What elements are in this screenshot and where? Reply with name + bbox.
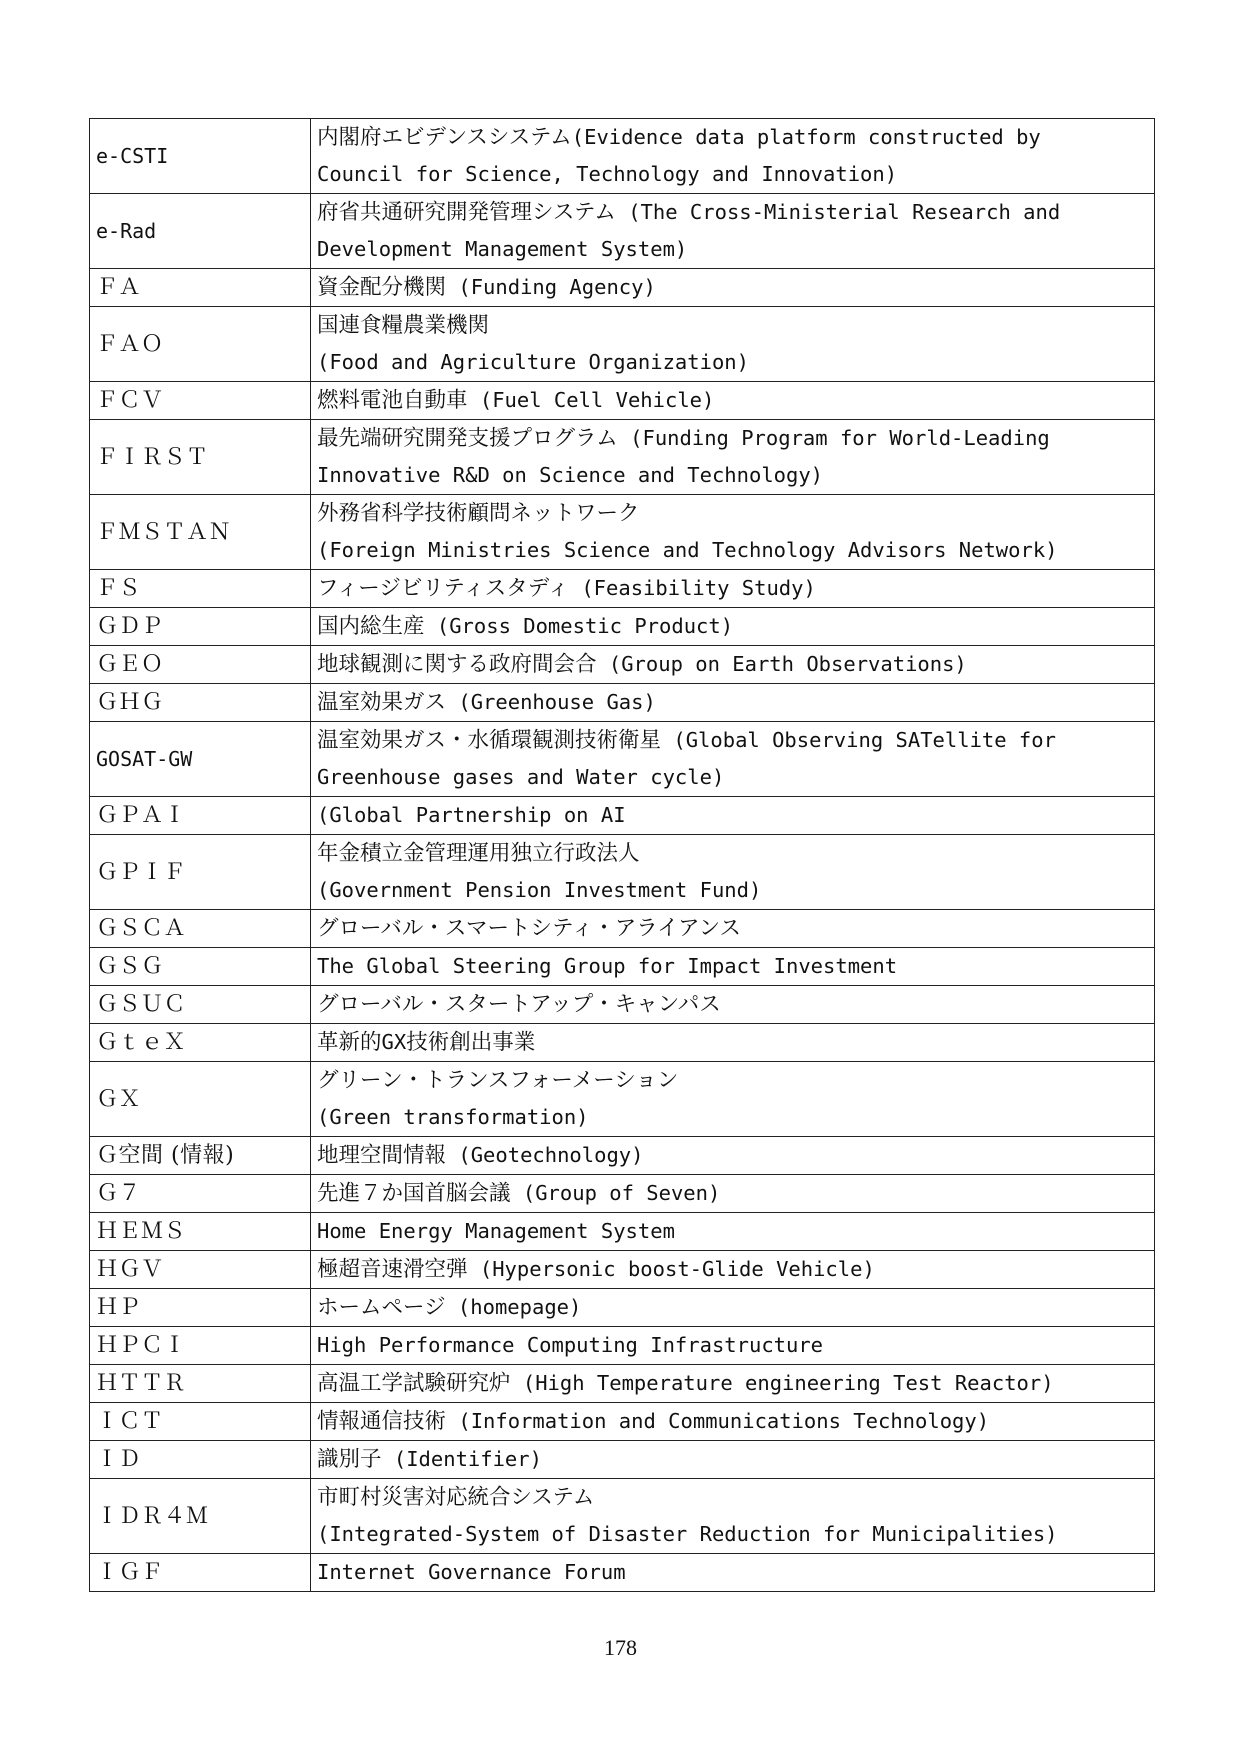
glossary-row bbox=[90, 684, 1155, 722]
description-line bbox=[317, 1099, 1148, 1136]
description-line bbox=[317, 382, 1148, 419]
description-line bbox=[317, 156, 1148, 193]
description-line bbox=[317, 1365, 1148, 1402]
description-cell bbox=[311, 1441, 1155, 1479]
text-run: (Identifier) bbox=[381, 1447, 542, 1471]
abbreviation-cell: ＧｔｅＸ bbox=[90, 1024, 311, 1062]
abbreviation-cell: ＨＧＶ bbox=[90, 1251, 311, 1289]
glossary-table bbox=[89, 118, 1155, 1592]
text-run: 年金積立金管理運用独立行政法人 bbox=[317, 841, 640, 866]
glossary-row bbox=[90, 948, 1155, 986]
abbreviation-cell: ＦＡ bbox=[90, 269, 311, 307]
description-line bbox=[317, 269, 1148, 306]
text-run: (homepage) bbox=[445, 1295, 582, 1319]
text-run: フィージビリティスタディ bbox=[317, 576, 569, 601]
description-cell bbox=[311, 1175, 1155, 1213]
description-line bbox=[317, 231, 1148, 268]
description-line bbox=[317, 646, 1148, 683]
text-run: Home Energy Management System bbox=[317, 1219, 675, 1243]
description-cell bbox=[311, 1024, 1155, 1062]
text-run: (Funding Agency) bbox=[446, 275, 656, 299]
abbreviation-cell: ＨＴＴＲ bbox=[90, 1365, 311, 1403]
description-cell bbox=[311, 986, 1155, 1024]
glossary-row bbox=[90, 307, 1155, 382]
text-run: (Group on Earth Observations) bbox=[596, 652, 967, 676]
text-run: 地球観測に関する政府間会合 bbox=[317, 652, 597, 677]
glossary-row bbox=[90, 420, 1155, 495]
text-run: (Feasibility Study) bbox=[568, 576, 816, 600]
text-run: (Geotechnology) bbox=[446, 1143, 644, 1167]
description-line bbox=[317, 722, 1148, 759]
text-run: (High Temperature engineering Test Reactor) bbox=[510, 1371, 1054, 1395]
description-line bbox=[317, 835, 1148, 872]
description-cell bbox=[311, 307, 1155, 382]
text-run: 地理空間情報 bbox=[317, 1143, 447, 1168]
text-run: (Group of Seven) bbox=[510, 1181, 721, 1205]
abbreviation-cell: ＩＤＲ４Ｍ bbox=[90, 1479, 311, 1554]
description-cell bbox=[311, 1289, 1155, 1327]
description-cell bbox=[311, 495, 1155, 570]
description-cell bbox=[311, 1062, 1155, 1137]
abbreviation-cell: ＨＰＣＩ bbox=[90, 1327, 311, 1365]
text-run: Council for Science, Technology and Innovation) bbox=[317, 162, 898, 186]
abbreviation-cell: e-CSTI bbox=[90, 119, 311, 194]
abbreviation-cell: ＧＳＣＡ bbox=[90, 910, 311, 948]
text-run: 識別子 bbox=[317, 1447, 382, 1472]
abbreviation-cell: ＧＰＡＩ bbox=[90, 797, 311, 835]
glossary-row bbox=[90, 1062, 1155, 1137]
description-line bbox=[317, 1062, 1148, 1099]
text-run: 高温工学試験研究炉 bbox=[317, 1371, 511, 1396]
glossary-row bbox=[90, 1213, 1155, 1251]
text-run: 外務省科学技術顧問ネットワーク bbox=[317, 501, 640, 526]
text-run: 温室効果ガス・水循環観測技術衛星 bbox=[317, 728, 662, 753]
text-run: Development Management System) bbox=[317, 237, 688, 261]
abbreviation-cell: Ｇ７ bbox=[90, 1175, 311, 1213]
description-line bbox=[317, 194, 1148, 231]
text-run: High Performance Computing Infrastructure bbox=[317, 1333, 824, 1357]
description-line bbox=[317, 1554, 1148, 1591]
description-cell bbox=[311, 684, 1155, 722]
text-run: 情報通信技術 bbox=[317, 1409, 447, 1434]
glossary-row bbox=[90, 1403, 1155, 1441]
description-line bbox=[317, 532, 1148, 569]
description-cell bbox=[311, 797, 1155, 835]
glossary-row bbox=[90, 570, 1155, 608]
abbreviation-cell: ＧＳＧ bbox=[90, 948, 311, 986]
text-run: (Food and Agriculture Organization) bbox=[317, 350, 749, 374]
description-line bbox=[317, 307, 1148, 344]
description-line bbox=[317, 1175, 1148, 1212]
abbreviation-cell: ＦＣＶ bbox=[90, 382, 311, 420]
text-run: (Evidence data platform constructed by bbox=[571, 125, 1041, 149]
description-cell bbox=[311, 1213, 1155, 1251]
description-line bbox=[317, 759, 1148, 796]
description-cell bbox=[311, 1403, 1155, 1441]
description-line bbox=[317, 570, 1148, 607]
description-line bbox=[317, 684, 1148, 721]
abbreviation-cell: ＧＰＩＦ bbox=[90, 835, 311, 910]
description-cell bbox=[311, 1479, 1155, 1554]
abbreviation-cell: ＦＳ bbox=[90, 570, 311, 608]
description-cell bbox=[311, 1327, 1155, 1365]
description-cell bbox=[311, 1365, 1155, 1403]
text-run: (Integrated-System of Disaster Reduction for Municipalities) bbox=[317, 1522, 1058, 1546]
text-run: 先進７か国首脳会議 bbox=[317, 1181, 511, 1206]
glossary-row bbox=[90, 1365, 1155, 1403]
description-line bbox=[317, 119, 1148, 156]
description-cell bbox=[311, 194, 1155, 269]
text-run: (The Cross-Ministerial Research and bbox=[615, 200, 1061, 224]
text-run: ホームページ bbox=[317, 1295, 446, 1320]
abbreviation-cell: ＧＳＵＣ bbox=[90, 986, 311, 1024]
description-cell bbox=[311, 1137, 1155, 1175]
text-run: グローバル・スマートシティ・アライアンス bbox=[317, 916, 741, 941]
glossary-row bbox=[90, 1327, 1155, 1365]
text-run: (Information and Communications Technology) bbox=[446, 1409, 990, 1433]
abbreviation-cell: ＧＨＧ bbox=[90, 684, 311, 722]
abbreviation-cell: ＧＥＯ bbox=[90, 646, 311, 684]
description-line bbox=[317, 1441, 1148, 1478]
text-run: 極超音速滑空弾 bbox=[317, 1257, 468, 1282]
description-line bbox=[317, 1403, 1148, 1440]
description-cell bbox=[311, 1251, 1155, 1289]
glossary-row bbox=[90, 1554, 1155, 1592]
description-cell bbox=[311, 570, 1155, 608]
description-cell bbox=[311, 269, 1155, 307]
glossary-row bbox=[90, 1441, 1155, 1479]
text-run: 市町村災害対応統合システム bbox=[317, 1485, 595, 1510]
description-line bbox=[317, 948, 1148, 985]
description-line bbox=[317, 1289, 1148, 1326]
description-line bbox=[317, 344, 1148, 381]
glossary-row bbox=[90, 1251, 1155, 1289]
description-cell bbox=[311, 382, 1155, 420]
description-line bbox=[317, 910, 1148, 947]
description-line bbox=[317, 608, 1148, 645]
abbreviation-cell: ＧＸ bbox=[90, 1062, 311, 1137]
glossary-row bbox=[90, 194, 1155, 269]
description-cell bbox=[311, 608, 1155, 646]
text-run: Internet Governance Forum bbox=[317, 1560, 626, 1584]
glossary-row bbox=[90, 797, 1155, 835]
description-line bbox=[317, 495, 1148, 532]
text-run: (Fuel Cell Vehicle) bbox=[467, 388, 715, 412]
text-run: GX bbox=[381, 1030, 407, 1054]
abbreviation-cell: ＩＧＦ bbox=[90, 1554, 311, 1592]
abbreviation-cell: ＦＭＳＴＡＮ bbox=[90, 495, 311, 570]
glossary-row bbox=[90, 1024, 1155, 1062]
abbreviation-cell: GOSAT-GW bbox=[90, 722, 311, 797]
glossary-row bbox=[90, 119, 1155, 194]
description-cell bbox=[311, 1554, 1155, 1592]
description-cell bbox=[311, 420, 1155, 495]
glossary-row bbox=[90, 986, 1155, 1024]
text-run: (Global Observing SATellite for bbox=[661, 728, 1056, 752]
description-line bbox=[317, 1251, 1148, 1288]
text-run: 最先端研究開発支援プログラム bbox=[317, 426, 618, 451]
abbreviation-cell: ＨＰ bbox=[90, 1289, 311, 1327]
description-line bbox=[317, 797, 1148, 834]
text-run: Greenhouse gases and Water cycle) bbox=[317, 765, 725, 789]
text-run: (Gross Domestic Product) bbox=[424, 614, 734, 638]
glossary-row bbox=[90, 835, 1155, 910]
glossary-row bbox=[90, 1175, 1155, 1213]
glossary-row bbox=[90, 646, 1155, 684]
text-run: (Funding Program for World-Leading bbox=[617, 426, 1050, 450]
text-run: (Hypersonic boost-Glide Vehicle) bbox=[467, 1257, 875, 1281]
abbreviation-cell: ＨＥＭＳ bbox=[90, 1213, 311, 1251]
abbreviation-cell: ＦＩＲＳＴ bbox=[90, 420, 311, 495]
text-run: Innovative R&D on Science and Technology) bbox=[317, 463, 824, 487]
description-line bbox=[317, 1479, 1148, 1516]
description-line bbox=[317, 1327, 1148, 1364]
description-cell bbox=[311, 835, 1155, 910]
glossary-row bbox=[90, 1479, 1155, 1554]
glossary-row bbox=[90, 722, 1155, 797]
abbreviation-cell: ＩＤ bbox=[90, 1441, 311, 1479]
glossary-row bbox=[90, 910, 1155, 948]
abbreviation-cell: e-Rad bbox=[90, 194, 311, 269]
text-run: 革新的 bbox=[317, 1030, 382, 1055]
description-line bbox=[317, 1213, 1148, 1250]
text-run: 温室効果ガス bbox=[317, 690, 447, 715]
text-run: (Government Pension Investment Fund) bbox=[317, 878, 762, 902]
text-run: The Global Steering Group for Impact Investment bbox=[317, 954, 898, 978]
page-number: 178 bbox=[604, 1635, 637, 1660]
text-run: 内閣府エビデンスシステム bbox=[317, 125, 572, 150]
text-run: 資金配分機関 bbox=[317, 275, 447, 300]
glossary-row bbox=[90, 608, 1155, 646]
text-run: (Foreign Ministries Science and Technology Advisors Network) bbox=[317, 538, 1058, 562]
text-run: グローバル・スタートアップ・キャンパス bbox=[317, 992, 721, 1017]
description-cell bbox=[311, 722, 1155, 797]
description-cell bbox=[311, 910, 1155, 948]
description-line bbox=[317, 986, 1148, 1023]
glossary-row bbox=[90, 1289, 1155, 1327]
glossary-body bbox=[90, 119, 1155, 1592]
description-line bbox=[317, 420, 1148, 457]
description-cell bbox=[311, 119, 1155, 194]
text-run: (Greenhouse Gas) bbox=[446, 690, 656, 714]
glossary-row bbox=[90, 269, 1155, 307]
glossary-row bbox=[90, 382, 1155, 420]
description-line bbox=[317, 1137, 1148, 1174]
text-run: 国内総生産 bbox=[317, 614, 425, 639]
text-run: (Green transformation) bbox=[317, 1105, 589, 1129]
abbreviation-cell: ＩＣＴ bbox=[90, 1403, 311, 1441]
text-run: 府省共通研究開発管理システム bbox=[317, 200, 616, 225]
description-cell bbox=[311, 948, 1155, 986]
text-run: 国連食糧農業機関 bbox=[317, 313, 490, 338]
abbreviation-cell: Ｇ空間 (情報) bbox=[90, 1137, 311, 1175]
description-line bbox=[317, 1024, 1148, 1061]
description-line bbox=[317, 872, 1148, 909]
text-run: 技術創出事業 bbox=[406, 1030, 536, 1055]
glossary-row bbox=[90, 1137, 1155, 1175]
abbreviation-cell: ＦＡＯ bbox=[90, 307, 311, 382]
text-run: 燃料電池自動車 bbox=[317, 388, 468, 413]
description-line bbox=[317, 1516, 1148, 1553]
abbreviation-cell: ＧＤＰ bbox=[90, 608, 311, 646]
text-run: グリーン・トランスフォーメーション bbox=[317, 1068, 679, 1093]
description-cell bbox=[311, 646, 1155, 684]
text-run: (Global Partnership on AI bbox=[317, 803, 626, 827]
description-line bbox=[317, 457, 1148, 494]
glossary-row bbox=[90, 495, 1155, 570]
